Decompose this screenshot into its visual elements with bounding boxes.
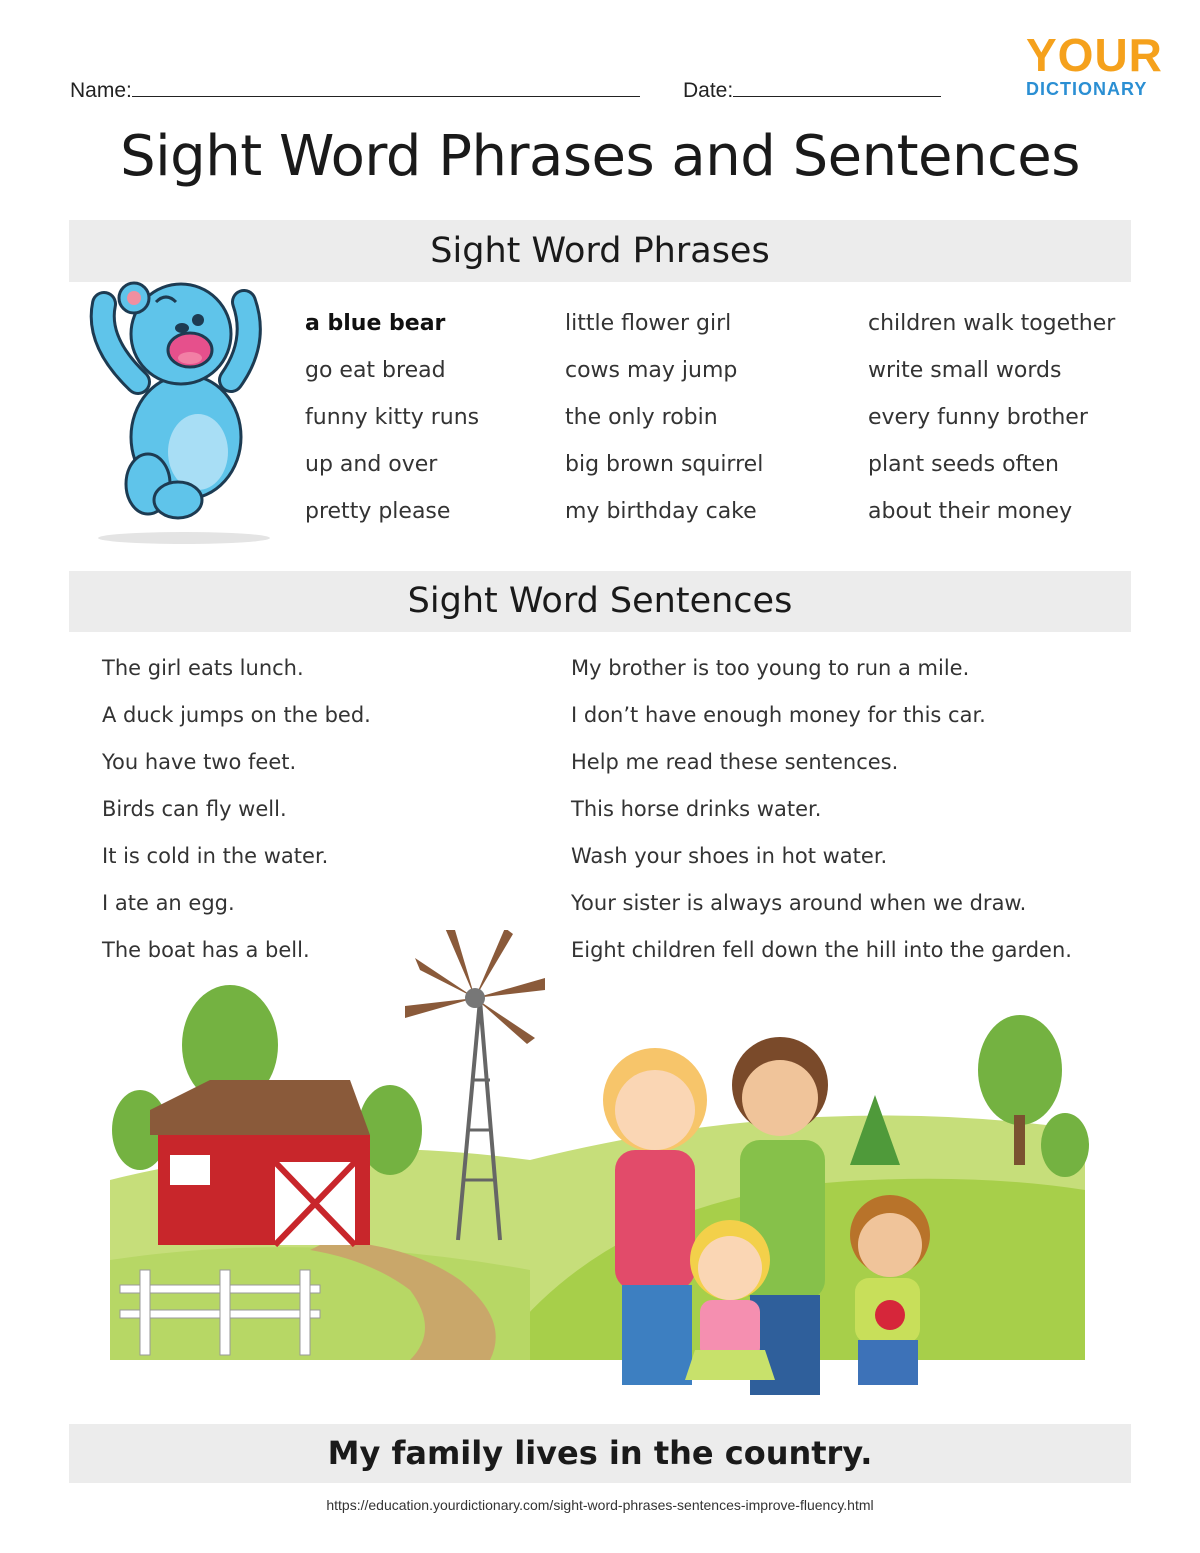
sentence-item: You have two feet. (102, 750, 297, 774)
name-field (70, 78, 640, 103)
sentence-item: Eight children fell down the hill into the garden. (571, 938, 1072, 962)
phrase-item: funny kitty runs (305, 405, 480, 430)
phrase-item: go eat bread (305, 358, 446, 383)
sentence-item: Birds can fly well. (102, 797, 287, 821)
sentence-item: The girl eats lunch. (102, 656, 304, 680)
sentence-item: It is cold in the water. (102, 844, 329, 868)
farm-family-illustration (110, 930, 1090, 1420)
phrase-item: up and over (305, 452, 438, 477)
date-label: Date: (683, 79, 734, 102)
date-field (683, 78, 941, 103)
phrase-item: write small words (868, 358, 1062, 383)
phrase-item: little flower girl (565, 311, 732, 336)
sentence-item: My brother is too young to run a mile. (571, 656, 970, 680)
sentences-heading: Sight Word Sentences (407, 581, 793, 621)
sentences-heading-band (69, 571, 1131, 632)
sentence-item: I don’t have enough money for this car. (571, 703, 986, 727)
phrase-item: children walk together (868, 311, 1116, 336)
sentence-item: This horse drinks water. (571, 797, 822, 821)
caption-band (69, 1424, 1131, 1483)
name-label: Name: (70, 79, 132, 102)
phrase-item: big brown squirrel (565, 452, 764, 477)
phrase-item: cows may jump (565, 358, 738, 383)
footer-url-link[interactable]: https://education.yourdictionary.com/sight-word-phrases-sentences-improve-fluency.html (326, 1497, 874, 1513)
page-title: Sight Word Phrases and Sentences (120, 124, 1080, 189)
phrases-column-2 (565, 311, 763, 546)
phrases-heading: Sight Word Phrases (430, 231, 770, 271)
sentence-item: Your sister is always around when we draw. (571, 891, 1027, 915)
sentence-item: Help me read these sentences. (571, 750, 899, 774)
yourdictionary-logo (1026, 29, 1168, 99)
phrase-item: the only robin (565, 405, 718, 430)
caption-text: My family lives in the country. (327, 1434, 873, 1472)
blue-bear-illustration (86, 262, 276, 550)
sentence-item: Wash your shoes in hot water. (571, 844, 888, 868)
sentence-item: The boat has a bell. (102, 938, 310, 962)
name-blank-line[interactable] (132, 78, 640, 97)
phrase-item: about their money (868, 499, 1073, 524)
sentence-item: A duck jumps on the bed. (102, 703, 371, 727)
sentence-item: I ate an egg. (102, 891, 235, 915)
phrase-item: plant seeds often (868, 452, 1059, 477)
phrase-item: every funny brother (868, 405, 1088, 430)
phrase-item: pretty please (305, 499, 451, 524)
phrase-item: my birthday cake (565, 499, 757, 524)
phrases-column-3 (868, 311, 1115, 546)
date-blank-line[interactable] (733, 78, 941, 97)
logo-your-text: YOUR (1026, 29, 1163, 81)
logo-dictionary-text: DICTIONARY (1026, 79, 1148, 99)
phrases-column-1 (305, 311, 479, 546)
phrase-item: a blue bear (305, 311, 446, 336)
